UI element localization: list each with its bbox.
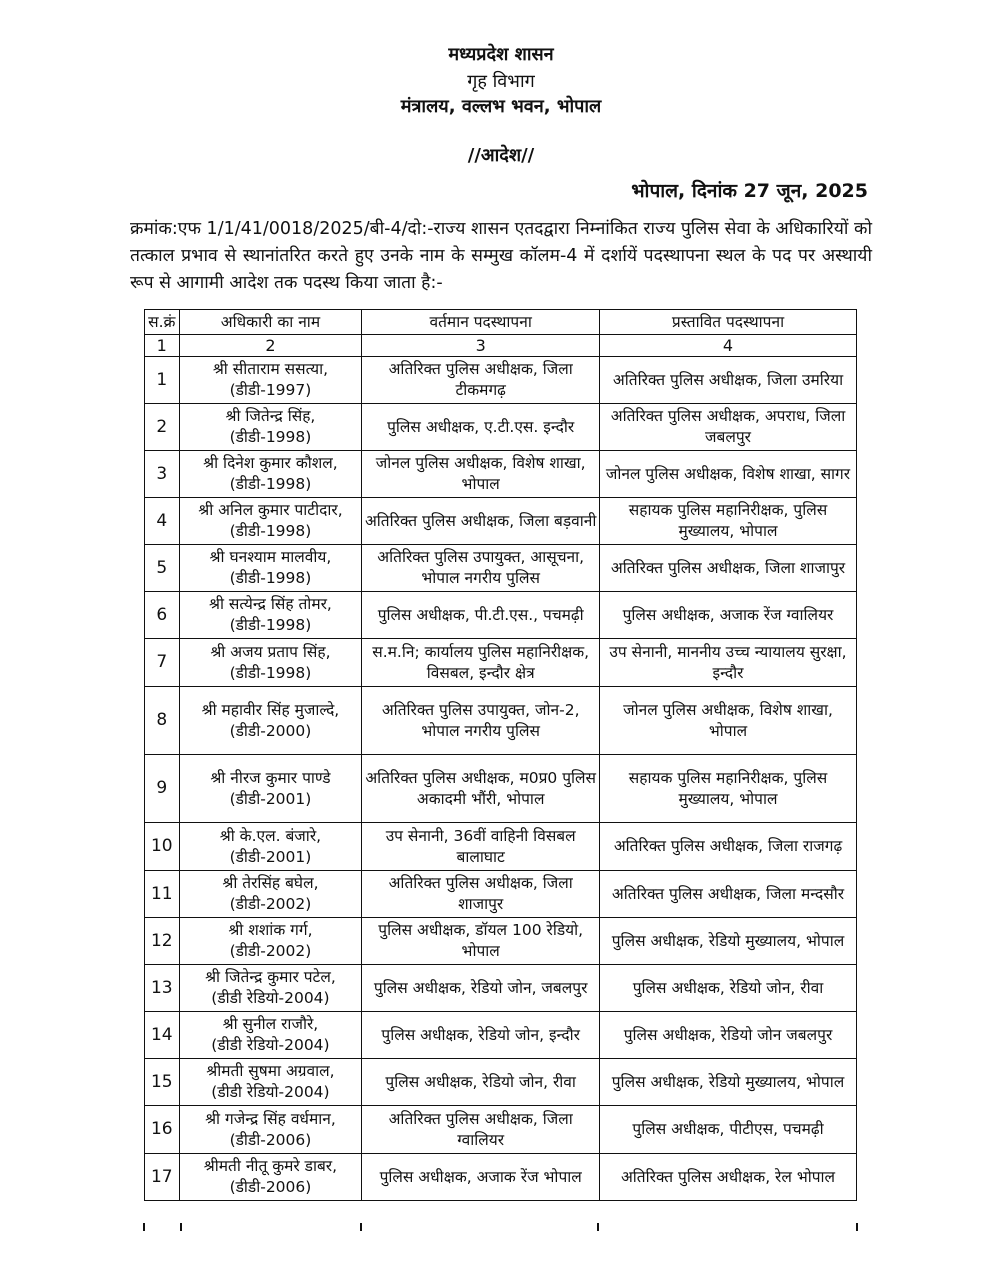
officer-batch: (डीडी-1997) (229, 381, 312, 399)
table-header-row (145, 310, 857, 335)
officer-name: श्रीमती सुषमा अग्रवाल, (206, 1062, 335, 1080)
officer-name: श्री शशांक गर्ग, (228, 921, 313, 939)
row-serial: 13 (145, 965, 180, 1012)
officer-cell (179, 404, 362, 451)
table-row (145, 871, 857, 918)
officer-cell (179, 965, 362, 1012)
row-serial: 16 (145, 1106, 180, 1154)
current-posting: स.म.नि; कार्यालय पुलिस महानिरीक्षक, विसबल, इन्दौर क्षेत्र (362, 639, 600, 687)
officer-name: श्री घनश्याम मालवीय, (209, 548, 332, 566)
row-serial: 5 (145, 545, 180, 592)
proposed-posting: अतिरिक्त पुलिस अधीक्षक, जिला उमरिया (600, 357, 857, 404)
row-serial: 1 (145, 357, 180, 404)
officer-cell (179, 755, 362, 823)
proposed-posting: अतिरिक्त पुलिस अधीक्षक, जिला राजगढ़ (600, 823, 857, 871)
row-serial: 9 (145, 755, 180, 823)
row-serial: 7 (145, 639, 180, 687)
current-posting: अतिरिक्त पुलिस अधीक्षक, म0प्र0 पुलिस अकादमी भौंरी, भोपाल (362, 755, 600, 823)
row-serial: 4 (145, 498, 180, 545)
proposed-posting: उप सेनानी, माननीय उच्च न्यायालय सुरक्षा, इन्दौर (600, 639, 857, 687)
proposed-posting: जोनल पुलिस अधीक्षक, विशेष शाखा, सागर (600, 451, 857, 498)
officer-batch: (डीडी-2006) (229, 1178, 312, 1196)
header-proposed-posting: प्रस्तावित पदस्थापना (600, 310, 857, 335)
officer-cell (179, 498, 362, 545)
current-posting: अतिरिक्त पुलिस उपायुक्त, जोन-2, भोपाल नगरीय पुलिस (362, 687, 600, 755)
office-address: मंत्रालय, वल्लभ भवन, भोपाल (400, 96, 602, 117)
current-posting: पुलिस अधीक्षक, अजाक रेंज भोपाल (362, 1154, 600, 1201)
row-serial: 10 (145, 823, 180, 871)
officer-name: श्रीमती नीतू कुमरे डाबर, (203, 1157, 338, 1175)
row-serial: 12 (145, 918, 180, 965)
table-continuation-line (856, 1223, 858, 1231)
row-serial: 11 (145, 871, 180, 918)
officer-name: श्री जितेन्द्र कुमार पटेल, (205, 968, 336, 986)
officer-cell (179, 357, 362, 404)
officer-cell (179, 1154, 362, 1201)
table-continuation-line (180, 1223, 182, 1231)
officer-cell (179, 871, 362, 918)
officer-batch: (डीडी-2002) (229, 942, 312, 960)
table-row (145, 451, 857, 498)
header-current-posting: वर्तमान पदस्थापना (362, 310, 600, 335)
order-title: //आदेश// (467, 145, 535, 166)
officer-cell (179, 918, 362, 965)
officer-name: श्री दिनेश कुमार कौशल, (203, 454, 338, 472)
proposed-posting: पुलिस अधीक्षक, रेडियो जोन, रीवा (600, 965, 857, 1012)
table-continuation-line (360, 1223, 362, 1231)
officer-cell (179, 1012, 362, 1059)
officer-batch: (डीडी रेडियो-2004) (211, 1036, 330, 1054)
table-row (145, 592, 857, 639)
officer-batch: (डीडी रेडियो-2004) (211, 989, 330, 1007)
table-row (145, 823, 857, 871)
officer-name: श्री अनिल कुमार पाटीदार, (198, 501, 343, 519)
proposed-posting: पुलिस अधीक्षक, अजाक रेंज ग्वालियर (600, 592, 857, 639)
header-serial: स.क्रं (145, 310, 180, 335)
proposed-posting: पुलिस अधीक्षक, रेडियो मुख्यालय, भोपाल (600, 918, 857, 965)
column-number: 3 (362, 335, 600, 357)
table-continuation-line (597, 1223, 599, 1231)
current-posting: पुलिस अधीक्षक, ए.टी.एस. इन्दौर (362, 404, 600, 451)
row-serial: 2 (145, 404, 180, 451)
table-row (145, 639, 857, 687)
column-number: 1 (145, 335, 180, 357)
proposed-posting: अतिरिक्त पुलिस अधीक्षक, जिला मन्दसौर (600, 871, 857, 918)
current-posting: पुलिस अधीक्षक, डॉयल 100 रेडियो, भोपाल (362, 918, 600, 965)
current-posting: जोनल पुलिस अधीक्षक, विशेष शाखा, भोपाल (362, 451, 600, 498)
table-row (145, 918, 857, 965)
row-serial: 14 (145, 1012, 180, 1059)
row-serial: 3 (145, 451, 180, 498)
officer-name: श्री जितेन्द्र सिंह, (225, 407, 316, 425)
officer-batch: (डीडी-2006) (229, 1130, 312, 1149)
table-row (145, 1012, 857, 1059)
proposed-posting: पुलिस अधीक्षक, रेडियो मुख्यालय, भोपाल (600, 1059, 857, 1106)
officer-cell (179, 1059, 362, 1106)
order-date: भोपाल, दिनांक 27 जून, 2025 (631, 180, 868, 202)
proposed-posting: अतिरिक्त पुलिस अधीक्षक, अपराध, जिला जबलपुर (600, 404, 857, 451)
officer-batch: (डीडी-1998) (229, 522, 312, 540)
table-row (145, 755, 857, 823)
officer-name: श्री अजय प्रताप सिंह, (210, 642, 331, 661)
transfer-table (144, 309, 857, 1201)
table-row (145, 357, 857, 404)
header-officer-name: अधिकारी का नाम (179, 310, 362, 335)
officer-cell (179, 545, 362, 592)
officer-name: श्री नीरज कुमार पाण्डे (210, 768, 331, 787)
row-serial: 6 (145, 592, 180, 639)
current-posting: अतिरिक्त पुलिस अधीक्षक, जिला शाजापुर (362, 871, 600, 918)
proposed-posting: सहायक पुलिस महानिरीक्षक, पुलिस मुख्यालय, भोपाल (600, 498, 857, 545)
table-row (145, 545, 857, 592)
officer-batch: (डीडी-2001) (229, 789, 312, 808)
proposed-posting: अतिरिक्त पुलिस अधीक्षक, जिला शाजापुर (600, 545, 857, 592)
govt-name: मध्यप्रदेश शासन (448, 44, 554, 65)
table-row (145, 1106, 857, 1154)
officer-cell (179, 592, 362, 639)
officer-batch: (डीडी-1998) (229, 428, 312, 446)
officer-name: श्री महावीर सिंह मुजाल्दे, (201, 700, 340, 719)
proposed-posting: पुलिस अधीक्षक, रेडियो जोन जबलपुर (600, 1012, 857, 1059)
current-posting: अतिरिक्त पुलिस अधीक्षक, जिला ग्वालियर (362, 1106, 600, 1154)
table-row (145, 965, 857, 1012)
current-posting: अतिरिक्त पुलिस अधीक्षक, जिला बड़वानी (362, 498, 600, 545)
table-row (145, 1059, 857, 1106)
officer-name: श्री के.एल. बंजारे, (219, 826, 322, 845)
officer-cell (179, 1106, 362, 1154)
current-posting: उप सेनानी, 36वीं वाहिनी विसबल बालाघाट (362, 823, 600, 871)
proposed-posting: जोनल पुलिस अधीक्षक, विशेष शाखा, भोपाल (600, 687, 857, 755)
officer-batch: (डीडी-2002) (229, 895, 312, 913)
officer-name: श्री सीताराम ससत्या, (212, 360, 329, 378)
current-posting: पुलिस अधीक्षक, रेडियो जोन, रीवा (362, 1059, 600, 1106)
officer-batch: (डीडी-2001) (229, 847, 312, 866)
officer-cell (179, 451, 362, 498)
officer-cell (179, 639, 362, 687)
officer-batch: (डीडी-1998) (229, 663, 312, 682)
row-serial: 15 (145, 1059, 180, 1106)
officer-batch: (डीडी रेडियो-2004) (211, 1083, 330, 1101)
table-row (145, 404, 857, 451)
table-row (145, 498, 857, 545)
officer-batch: (डीडी-1998) (229, 475, 312, 493)
column-number: 4 (600, 335, 857, 357)
current-posting: पुलिस अधीक्षक, रेडियो जोन, जबलपुर (362, 965, 600, 1012)
row-serial: 8 (145, 687, 180, 755)
officer-name: श्री तेरसिंह बघेल, (222, 874, 319, 892)
officer-name: श्री सुनील राजौरे, (222, 1015, 319, 1033)
officer-batch: (डीडी-1998) (229, 569, 312, 587)
officer-cell (179, 823, 362, 871)
column-number: 2 (179, 335, 362, 357)
proposed-posting: अतिरिक्त पुलिस अधीक्षक, रेल भोपाल (600, 1154, 857, 1201)
order-body-text: क्रमांक:एफ 1/1/41/0018/2025/बी-4/दो:-राज्य शासन एतदद्वारा निम्नांकित राज्य पुलिस सेवा के अधिकारियों को तत्काल प्रभाव से स्थानांतरित करते हुए उनके नाम के सम्मुख कॉलम-4 में दर्शायें पदस्थापना स्थल के पद पर अस्थायी रूप से आगामी आदेश तक पदस्थ किया जाता है:- (130, 219, 872, 293)
current-posting: पुलिस अधीक्षक, रेडियो जोन, इन्दौर (362, 1012, 600, 1059)
officer-name: श्री सत्येन्द्र सिंह तोमर, (209, 595, 332, 613)
column-number-row (145, 335, 857, 357)
current-posting: अतिरिक्त पुलिस अधीक्षक, जिला टीकमगढ़ (362, 357, 600, 404)
proposed-posting: सहायक पुलिस महानिरीक्षक, पुलिस मुख्यालय, भोपाल (600, 755, 857, 823)
officer-name: श्री गजेन्द्र सिंह वर्धमान, (205, 1109, 336, 1128)
proposed-posting: पुलिस अधीक्षक, पीटीएस, पचमढ़ी (600, 1106, 857, 1154)
current-posting: पुलिस अधीक्षक, पी.टी.एस., पचमढ़ी (362, 592, 600, 639)
officer-batch: (डीडी-2000) (229, 721, 312, 740)
current-posting: अतिरिक्त पुलिस उपायुक्त, आसूचना, भोपाल नगरीय पुलिस (362, 545, 600, 592)
table-continuation-line (143, 1223, 145, 1231)
table-row (145, 1154, 857, 1201)
department-name: गृह विभाग (467, 71, 535, 92)
officer-batch: (डीडी-1998) (229, 616, 312, 634)
table-row (145, 687, 857, 755)
row-serial: 17 (145, 1154, 180, 1201)
officer-cell (179, 687, 362, 755)
